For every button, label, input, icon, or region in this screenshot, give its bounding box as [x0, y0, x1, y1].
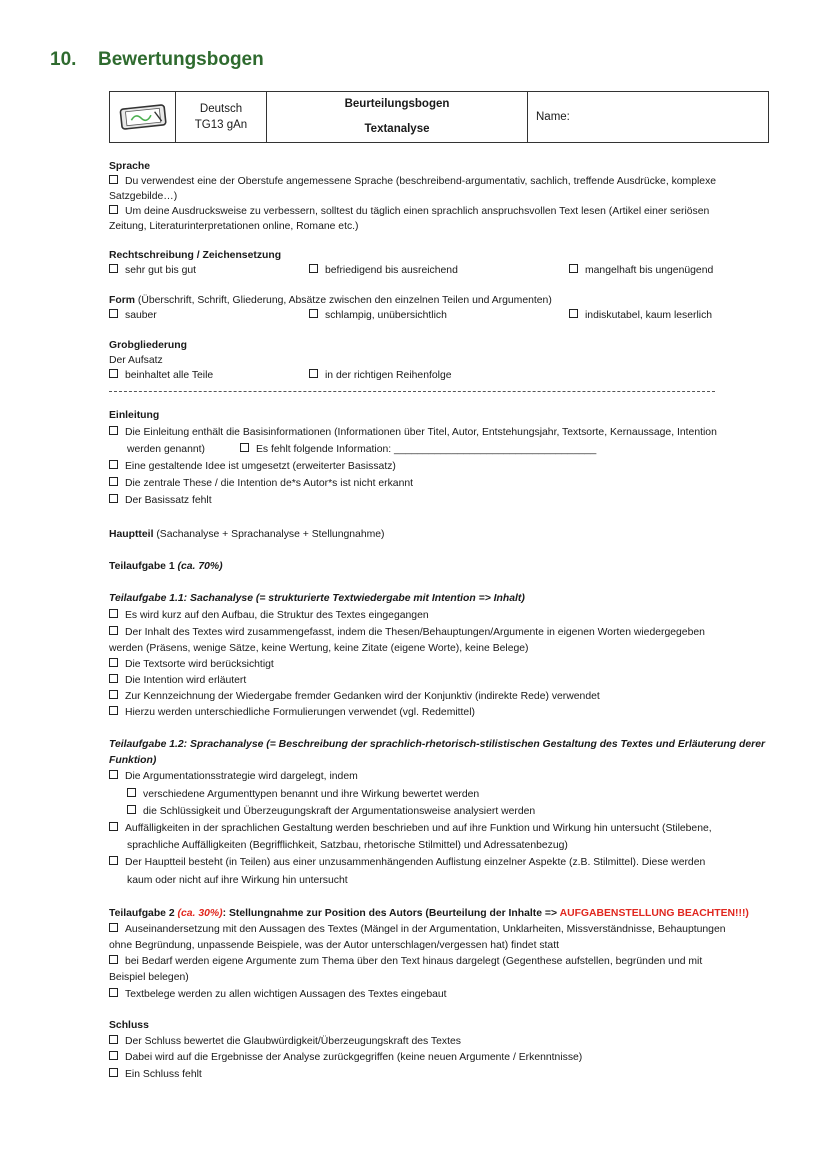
continuation-line: Zeitung, Literaturinterpretationen online, Romane etc.): [109, 221, 359, 232]
checkbox-item[interactable]: Hierzu werden unterschiedliche Formulierungen verwendet (vgl. Redemittel): [109, 706, 475, 720]
checkbox-item[interactable]: schlampig, unübersichtlich: [309, 309, 447, 323]
continuation-line: werden genannt): [127, 444, 205, 455]
checkbox[interactable]: [109, 706, 118, 715]
teil12-heading-cont: Funktion): [109, 755, 157, 766]
name-label: Name:: [536, 111, 570, 123]
section-title: Bewertungsbogen: [98, 49, 264, 70]
checkbox-item[interactable]: befriedigend bis ausreichend: [309, 264, 458, 278]
logo-cell: [110, 92, 176, 143]
section-heading: [50, 49, 264, 71]
name-field[interactable]: [528, 92, 769, 143]
continuation-line: ohne Begründung, unpassende Beispiele, was der Autor unterschlagen/vergessen hat) findet statt: [109, 940, 559, 951]
checkbox-item[interactable]: Ein Schluss fehlt: [109, 1068, 202, 1082]
form-title-cell: [267, 92, 528, 143]
checkbox-item[interactable]: Dabei wird auf die Ergebnisse der Analyse zurückgegriffen (keine neuen Argumente / Erkenntnisse): [109, 1051, 582, 1065]
checkbox[interactable]: [109, 426, 118, 435]
checkbox[interactable]: [109, 309, 118, 318]
checkbox[interactable]: [109, 1035, 118, 1044]
checkbox[interactable]: [309, 309, 318, 318]
checkbox-item[interactable]: die Schlüssigkeit und Überzeugungskraft der Argumentationsweise analysiert werden: [127, 805, 535, 819]
checkbox-item[interactable]: beinhaltet alle Teile: [109, 369, 213, 383]
continuation-line: werden (Präsens, wenige Sätze, keine Wertung, keine Zitate (eigene Worte), keine Belege): [109, 643, 529, 654]
checkbox-item[interactable]: Die Einleitung enthält die Basisinformationen (Informationen über Titel, Autor, Entstehungsjahr, Textsorte, Kernaussage, Intention: [109, 426, 717, 440]
checkbox[interactable]: [109, 658, 118, 667]
checkbox-item[interactable]: mangelhaft bis ungenügend: [569, 264, 713, 278]
checkbox[interactable]: [109, 674, 118, 683]
sprache-heading: Sprache: [109, 161, 151, 172]
subject: Deutsch: [199, 103, 243, 115]
checkbox[interactable]: [109, 690, 118, 699]
teil1-heading: Teilaufgabe 1 (ca. 70%): [109, 561, 223, 572]
continuation-line: Satzgebilde…): [109, 191, 178, 202]
checkbox-item[interactable]: Du verwendest eine der Oberstufe angemessene Sprache (beschreibend-argumentativ, sachlich, treffende Ausdrücke, komplexe: [109, 175, 716, 189]
checkbox[interactable]: [127, 805, 136, 814]
section-number: 10.: [50, 49, 77, 70]
teil12-heading: Teilaufgabe 1.2: Sprachanalyse (= Beschreibung der sprachlich-rhetorisch-stilistischen Gestaltung des Textes und Erläuterung derer: [109, 739, 766, 750]
checkbox-item[interactable]: Die Textsorte wird berücksichtigt: [109, 658, 274, 672]
checkbox[interactable]: [109, 988, 118, 997]
checkbox-item[interactable]: Der Basissatz fehlt: [109, 494, 212, 508]
course-cell: [176, 92, 267, 143]
checkbox[interactable]: [109, 477, 118, 486]
checkbox-item[interactable]: Auffälligkeiten in der sprachlichen Gestaltung werden beschrieben und auf ihre Funktion und Wirkung hin untersucht (Stilebene,: [109, 822, 712, 836]
checkbox[interactable]: [127, 788, 136, 797]
checkbox-item[interactable]: verschiedene Argumenttypen benannt und ihre Wirkung bewertet werden: [127, 788, 479, 802]
checkbox-item[interactable]: Textbelege werden zu allen wichtigen Aussagen des Textes eingebaut: [109, 988, 447, 1002]
checkbox[interactable]: [109, 856, 118, 865]
checkbox-item[interactable]: indiskutabel, kaum leserlich: [569, 309, 712, 323]
checkbox[interactable]: [109, 770, 118, 779]
checkbox-item[interactable]: Die Intention wird erläutert: [109, 674, 246, 688]
checkbox[interactable]: [109, 369, 118, 378]
checkbox[interactable]: [109, 626, 118, 635]
checkbox[interactable]: [109, 460, 118, 469]
checkbox[interactable]: [109, 609, 118, 618]
form-title-line2: Textanalyse: [364, 123, 430, 135]
dashed-divider: [109, 391, 715, 392]
form-heading: Form (Überschrift, Schrift, Gliederung, Absätze zwischen den einzelnen Teilen und Argumenten): [109, 295, 552, 306]
checkbox[interactable]: [309, 369, 318, 378]
einleitung-heading: Einleitung: [109, 410, 160, 421]
teil2-heading: Teilaufgabe 2 (ca. 30%): Stellungnahme zur Position des Autors (Beurteilung der Inhalte => AUFGABENSTELLUNG BEACHTEN!!!): [109, 908, 749, 919]
checkbox-item[interactable]: Der Inhalt des Textes wird zusammengefasst, indem die Thesen/Behauptungen/Argumente in eigenen Worten wiedergegeben: [109, 626, 705, 640]
grob-sub: Der Aufsatz: [109, 355, 163, 366]
checkbox-item[interactable]: Auseinandersetzung mit den Aussagen des Textes (Mängel in der Argumentation, Unklarheiten, Missverständnisse, Behauptungen: [109, 923, 726, 937]
checkbox[interactable]: [240, 443, 249, 452]
checkbox[interactable]: [109, 955, 118, 964]
schluss-heading: Schluss: [109, 1020, 149, 1031]
checkbox[interactable]: [109, 1068, 118, 1077]
rechtschreibung-heading: Rechtschreibung / Zeichensetzung: [109, 250, 282, 261]
tablet-logo-icon: [117, 101, 169, 131]
checkbox[interactable]: [109, 494, 118, 503]
checkbox-item[interactable]: Eine gestaltende Idee ist umgesetzt (erweiterter Basissatz): [109, 460, 396, 474]
checkbox-item[interactable]: sehr gut bis gut: [109, 264, 196, 278]
checkbox-item[interactable]: Zur Kennzeichnung der Wiedergabe fremder Gedanken wird der Konjunktiv (indirekte Rede) verwendet: [109, 690, 600, 704]
checkbox-item[interactable]: Der Hauptteil besteht (in Teilen) aus einer unzusammenhängenden Auflistung einzelner Aspekte (z.B. Stilmittel). Diese werden: [109, 856, 705, 870]
checkbox[interactable]: [109, 822, 118, 831]
checkbox-item[interactable]: Die zentrale These / die Intention de*s Autor*s ist nicht erkannt: [109, 477, 413, 491]
checkbox-item[interactable]: Der Schluss bewertet die Glaubwürdigkeit/Überzeugungskraft des Textes: [109, 1035, 461, 1049]
checkbox[interactable]: [569, 309, 578, 318]
checkbox-item[interactable]: in der richtigen Reihenfolge: [309, 369, 452, 383]
class-code: TG13 gAn: [194, 119, 248, 131]
form-title-line1: Beurteilungsbogen: [344, 98, 450, 110]
checkbox-item[interactable]: bei Bedarf werden eigene Argumente zum Thema über den Text hinaus dargelegt (Gegenthese aufstellen, begründen und mit: [109, 955, 702, 969]
header-table: [109, 91, 769, 143]
checkbox[interactable]: [109, 1051, 118, 1060]
continuation-line: sprachliche Auffälligkeiten (Begrifflichkeit, Satzbau, rhetorische Stilmittel) und Adressatenbezug): [127, 840, 568, 851]
checkbox-item[interactable]: Um deine Ausdrucksweise zu verbessern, solltest du täglich einen sprachlich anspruchsvollen Text lesen (Artikel einer seriösen: [109, 205, 709, 219]
checkbox[interactable]: [109, 175, 118, 184]
teil11-heading: Teilaufgabe 1.1: Sachanalyse (= strukturierte Textwiedergabe mit Intention => Inhalt): [109, 593, 525, 604]
checkbox-item[interactable]: sauber: [109, 309, 157, 323]
checkbox[interactable]: [109, 264, 118, 273]
checkbox[interactable]: [109, 923, 118, 932]
grob-heading: Grobgliederung: [109, 340, 187, 351]
hauptteil-heading: Hauptteil (Sachanalyse + Sprachanalyse + Stellungnahme): [109, 529, 385, 540]
checkbox-item[interactable]: Es fehlt folgende Information: ___________________________________: [240, 443, 596, 457]
checkbox-item[interactable]: Es wird kurz auf den Aufbau, die Struktur des Textes eingegangen: [109, 609, 429, 623]
checkbox[interactable]: [109, 205, 118, 214]
continuation-line: Beispiel belegen): [109, 972, 189, 983]
continuation-line: kaum oder nicht auf ihre Wirkung hin untersucht: [127, 875, 348, 886]
checkbox[interactable]: [309, 264, 318, 273]
checkbox[interactable]: [569, 264, 578, 273]
checkbox-item[interactable]: Die Argumentationsstrategie wird dargelegt, indem: [109, 770, 358, 784]
